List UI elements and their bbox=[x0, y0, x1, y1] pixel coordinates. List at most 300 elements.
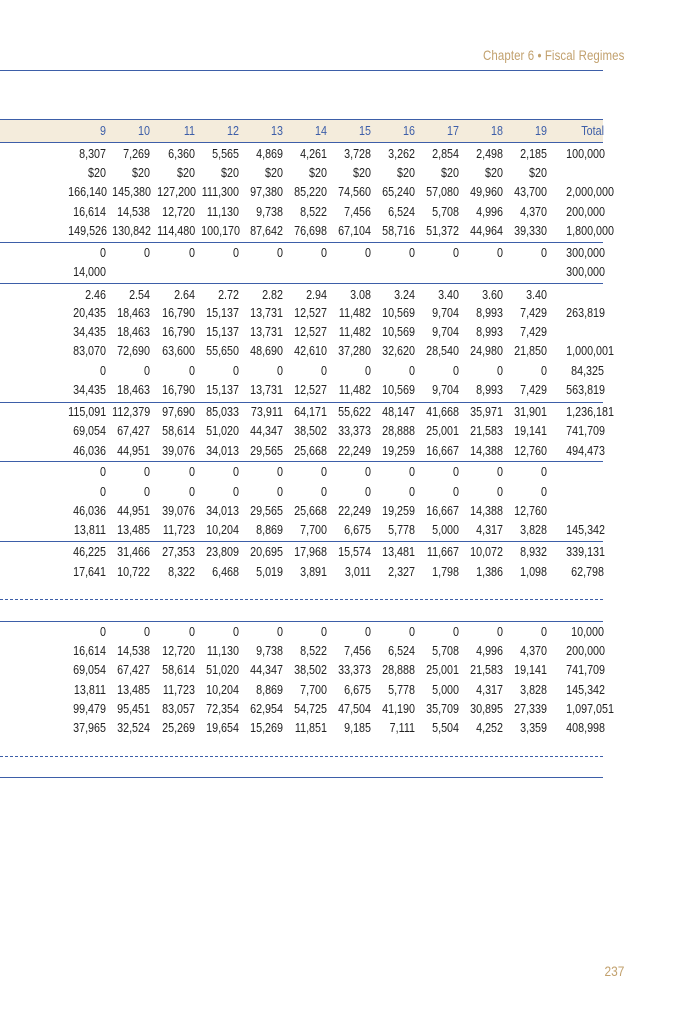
table-cell: 2,185 bbox=[520, 147, 547, 161]
table-cell: 7,456 bbox=[344, 205, 371, 219]
table-cell: 0 bbox=[189, 465, 195, 479]
table-cell: $20 bbox=[132, 166, 150, 180]
table-cell: 12,527 bbox=[294, 383, 327, 397]
table-row bbox=[0, 306, 606, 324]
table-cell: 0 bbox=[409, 485, 415, 499]
table-cell: 0 bbox=[541, 246, 547, 260]
table-cell: 3,359 bbox=[520, 721, 547, 735]
table-cell: 7,269 bbox=[123, 147, 150, 161]
table-cell: 9,704 bbox=[432, 383, 459, 397]
table-cell: 3.40 bbox=[526, 288, 547, 302]
table-cell: 35,971 bbox=[470, 405, 503, 419]
column-header: 9 bbox=[100, 124, 106, 138]
table-cell: 9,738 bbox=[256, 644, 283, 658]
table-row bbox=[0, 325, 603, 343]
table-cell: 0 bbox=[409, 364, 415, 378]
table-cell: 25,668 bbox=[294, 444, 327, 458]
table-cell: 0 bbox=[277, 364, 283, 378]
table-cell: 8,522 bbox=[300, 205, 327, 219]
table-cell: 25,001 bbox=[426, 663, 459, 677]
table-cell: 69,054 bbox=[73, 663, 106, 677]
table-cell: 7,429 bbox=[520, 325, 547, 339]
table-cell: 11,482 bbox=[338, 383, 371, 397]
table-cell: 63,600 bbox=[162, 344, 195, 358]
table-cell: 114,480 bbox=[157, 224, 196, 238]
table-cell: 19,141 bbox=[514, 663, 547, 677]
table-cell: 11,723 bbox=[162, 683, 195, 697]
table-cell: 18,463 bbox=[117, 383, 150, 397]
table-cell: 1,800,000 bbox=[566, 224, 614, 238]
table-cell: $20 bbox=[397, 166, 415, 180]
table-cell: 25,001 bbox=[426, 424, 459, 438]
table-cell: $20 bbox=[353, 166, 371, 180]
table-cell: 72,354 bbox=[206, 702, 239, 716]
table-cell: 0 bbox=[144, 465, 150, 479]
table-cell: 112,379 bbox=[112, 405, 151, 419]
column-header: 12 bbox=[227, 124, 239, 138]
table-cell: 14,538 bbox=[117, 205, 150, 219]
table-cell: 73,911 bbox=[250, 405, 283, 419]
header-bottom-rule bbox=[0, 142, 603, 143]
table-cell: 0 bbox=[541, 364, 547, 378]
table-cell: 17,641 bbox=[73, 565, 106, 579]
table-cell: 200,000 bbox=[566, 205, 606, 219]
table-cell: $20 bbox=[529, 166, 547, 180]
table-cell: 0 bbox=[144, 485, 150, 499]
table-cell: 31,901 bbox=[514, 405, 547, 419]
table-cell: 39,076 bbox=[162, 504, 195, 518]
table-cell: 3,828 bbox=[520, 523, 547, 537]
table-cell: 8,993 bbox=[476, 306, 503, 320]
table-cell: 3.60 bbox=[482, 288, 503, 302]
table-cell: 13,731 bbox=[250, 306, 283, 320]
table-cell: 0 bbox=[365, 465, 371, 479]
table-row bbox=[0, 265, 606, 283]
table-cell: 19,259 bbox=[382, 444, 415, 458]
table-cell: 0 bbox=[541, 485, 547, 499]
running-head: Chapter 6 • Fiscal Regimes bbox=[482, 47, 624, 63]
table-cell: 58,614 bbox=[162, 663, 195, 677]
table-cell: 18,463 bbox=[117, 325, 150, 339]
table-cell: 2,000,000 bbox=[566, 185, 614, 199]
table-row bbox=[0, 504, 603, 522]
table-cell: 2.82 bbox=[262, 288, 283, 302]
table-cell: 4,317 bbox=[476, 523, 503, 537]
table-cell: 62,798 bbox=[571, 565, 604, 579]
table-cell: 74,560 bbox=[338, 185, 371, 199]
table-cell: 33,373 bbox=[338, 663, 371, 677]
table-cell: 37,280 bbox=[338, 344, 371, 358]
table-row bbox=[0, 344, 614, 362]
table-cell: 20,435 bbox=[73, 306, 106, 320]
table-cell: 2.54 bbox=[129, 288, 150, 302]
section-divider bbox=[0, 461, 603, 462]
table-cell: 9,738 bbox=[256, 205, 283, 219]
table-cell: 54,725 bbox=[294, 702, 327, 716]
table-row bbox=[0, 702, 614, 720]
table-cell: 0 bbox=[277, 485, 283, 499]
table-cell: 0 bbox=[497, 465, 503, 479]
header-top-rule bbox=[0, 119, 603, 120]
table-row bbox=[0, 185, 614, 203]
table-cell: 83,057 bbox=[162, 702, 195, 716]
table-cell: 15,574 bbox=[338, 545, 371, 559]
table-cell: 741,709 bbox=[566, 663, 606, 677]
table-cell: 5,000 bbox=[432, 523, 459, 537]
table-cell: 46,036 bbox=[73, 504, 106, 518]
table-cell: 8,993 bbox=[476, 325, 503, 339]
table-cell: 11,130 bbox=[206, 644, 239, 658]
table-cell: 29,565 bbox=[250, 504, 283, 518]
table-cell: 0 bbox=[100, 465, 106, 479]
column-header: 16 bbox=[403, 124, 415, 138]
table-cell: 85,220 bbox=[294, 185, 327, 199]
table-cell: 4,869 bbox=[256, 147, 283, 161]
table-cell: 11,482 bbox=[338, 306, 371, 320]
table-bottom-rule bbox=[0, 777, 603, 778]
table-cell: 21,583 bbox=[470, 424, 503, 438]
table-cell: 15,137 bbox=[206, 325, 239, 339]
table-cell: 15,269 bbox=[250, 721, 283, 735]
table-cell: 0 bbox=[497, 485, 503, 499]
table-cell: 5,778 bbox=[388, 683, 415, 697]
table-cell: 27,339 bbox=[514, 702, 547, 716]
table-cell: 41,668 bbox=[426, 405, 459, 419]
table-cell: 0 bbox=[321, 485, 327, 499]
table-cell: 19,259 bbox=[382, 504, 415, 518]
table-cell: 0 bbox=[541, 625, 547, 639]
table-cell: 28,888 bbox=[382, 424, 415, 438]
table-cell: 28,888 bbox=[382, 663, 415, 677]
table-cell: 8,993 bbox=[476, 383, 503, 397]
table-cell: 130,842 bbox=[112, 224, 152, 238]
table-cell: 563,819 bbox=[566, 383, 606, 397]
table-cell: 5,504 bbox=[432, 721, 459, 735]
table-cell: 19,654 bbox=[206, 721, 239, 735]
table-cell: 30,895 bbox=[470, 702, 503, 716]
table-cell: 10,204 bbox=[206, 523, 239, 537]
column-header: Total bbox=[581, 124, 604, 138]
table-cell: 100,000 bbox=[566, 147, 606, 161]
table-cell: 0 bbox=[321, 625, 327, 639]
running-head-rule bbox=[0, 70, 603, 71]
table-row bbox=[0, 288, 603, 306]
table-cell: 6,675 bbox=[344, 523, 371, 537]
table-cell: 0 bbox=[453, 485, 459, 499]
page-number: 237 bbox=[604, 963, 624, 979]
table-cell: 21,583 bbox=[470, 663, 503, 677]
table-cell: 14,388 bbox=[470, 444, 503, 458]
table-cell: 127,200 bbox=[157, 185, 197, 199]
table-cell: 21,850 bbox=[514, 344, 547, 358]
table-cell: 741,709 bbox=[566, 424, 606, 438]
table-cell: 16,614 bbox=[73, 205, 106, 219]
table-cell: 8,322 bbox=[168, 565, 195, 579]
table-cell: 1,236,181 bbox=[566, 405, 614, 419]
table-cell: 85,033 bbox=[206, 405, 239, 419]
column-header: 19 bbox=[535, 124, 547, 138]
table-cell: $20 bbox=[177, 166, 195, 180]
table-cell: 0 bbox=[233, 364, 239, 378]
table-cell: 58,716 bbox=[382, 224, 415, 238]
table-cell: 0 bbox=[233, 485, 239, 499]
table-cell: 3,828 bbox=[520, 683, 547, 697]
table-cell: 0 bbox=[189, 246, 195, 260]
table-cell: 51,020 bbox=[206, 424, 239, 438]
table-cell: 13,731 bbox=[250, 325, 283, 339]
table-cell: 44,347 bbox=[250, 424, 283, 438]
table-cell: 4,252 bbox=[476, 721, 503, 735]
table-cell: 0 bbox=[321, 246, 327, 260]
column-header: 15 bbox=[359, 124, 371, 138]
table-cell: 16,790 bbox=[162, 306, 195, 320]
table-cell: 32,620 bbox=[382, 344, 415, 358]
table-cell: 29,565 bbox=[250, 444, 283, 458]
table-cell: 28,540 bbox=[426, 344, 459, 358]
section-divider bbox=[0, 621, 603, 622]
table-cell: $20 bbox=[485, 166, 503, 180]
table-cell: 95,451 bbox=[117, 702, 150, 716]
table-cell: 0 bbox=[409, 465, 415, 479]
table-row bbox=[0, 683, 606, 701]
table-cell: 0 bbox=[497, 246, 503, 260]
table-cell: 1,098 bbox=[520, 565, 547, 579]
table-cell: 0 bbox=[365, 246, 371, 260]
table-cell: 9,704 bbox=[432, 306, 459, 320]
table-cell: 0 bbox=[189, 625, 195, 639]
table-cell: 48,147 bbox=[382, 405, 415, 419]
table-cell: 12,527 bbox=[294, 325, 327, 339]
table-cell: 38,502 bbox=[294, 663, 327, 677]
table-cell: 4,370 bbox=[520, 644, 547, 658]
table-cell: 10,722 bbox=[117, 565, 150, 579]
table-cell: 67,427 bbox=[117, 663, 150, 677]
table-row bbox=[0, 565, 603, 583]
table-cell: 9,704 bbox=[432, 325, 459, 339]
section-divider bbox=[0, 283, 603, 284]
table-cell: 5,019 bbox=[256, 565, 283, 579]
table-cell: 34,013 bbox=[206, 444, 239, 458]
table-cell: 27,353 bbox=[162, 545, 195, 559]
table-cell: 97,380 bbox=[250, 185, 283, 199]
table-cell: 0 bbox=[233, 246, 239, 260]
table-cell: 166,140 bbox=[68, 185, 108, 199]
table-cell: 145,342 bbox=[566, 523, 606, 537]
table-cell: 0 bbox=[365, 625, 371, 639]
column-header: 11 bbox=[183, 124, 195, 138]
table-cell: 13,485 bbox=[117, 683, 150, 697]
table-cell: 7,456 bbox=[344, 644, 371, 658]
table-cell: 3,728 bbox=[344, 147, 371, 161]
table-cell: 14,538 bbox=[117, 644, 150, 658]
table-cell: 0 bbox=[144, 364, 150, 378]
table-cell: 14,000 bbox=[73, 265, 106, 279]
table-cell: 13,731 bbox=[250, 383, 283, 397]
table-cell: 1,000,001 bbox=[566, 344, 614, 358]
table-cell: 51,020 bbox=[206, 663, 239, 677]
table-cell: 39,330 bbox=[514, 224, 547, 238]
table-cell: 5,565 bbox=[212, 147, 239, 161]
table-cell: 2.94 bbox=[306, 288, 327, 302]
table-cell: 2,498 bbox=[476, 147, 503, 161]
table-cell: 0 bbox=[144, 625, 150, 639]
table-cell: 145,342 bbox=[566, 683, 606, 697]
table-cell: 64,171 bbox=[294, 405, 327, 419]
table-cell: 76,698 bbox=[294, 224, 327, 238]
table-cell: 0 bbox=[453, 625, 459, 639]
table-cell: 2.72 bbox=[218, 288, 239, 302]
table-cell: 51,372 bbox=[426, 224, 459, 238]
table-cell: 16,790 bbox=[162, 383, 195, 397]
table-cell: 12,720 bbox=[162, 205, 195, 219]
table-cell: 19,141 bbox=[514, 424, 547, 438]
table-cell: 11,723 bbox=[162, 523, 195, 537]
table-cell: 0 bbox=[365, 485, 371, 499]
table-cell: 22,249 bbox=[338, 504, 371, 518]
table-cell: 3.24 bbox=[394, 288, 415, 302]
table-cell: 3.08 bbox=[350, 288, 371, 302]
table-cell: 48,690 bbox=[250, 344, 283, 358]
table-cell: 1,097,051 bbox=[566, 702, 614, 716]
table-cell: 0 bbox=[189, 485, 195, 499]
table-cell: 0 bbox=[233, 465, 239, 479]
table-cell: 15,137 bbox=[206, 306, 239, 320]
table-cell: 65,240 bbox=[382, 185, 415, 199]
table-cell: 12,527 bbox=[294, 306, 327, 320]
table-row bbox=[0, 424, 606, 442]
table-row bbox=[0, 147, 606, 165]
table-cell: 0 bbox=[277, 246, 283, 260]
table-header-row bbox=[0, 124, 603, 142]
section-divider bbox=[0, 242, 603, 243]
table-cell: 10,569 bbox=[382, 306, 415, 320]
table-cell: 12,760 bbox=[514, 504, 547, 518]
table-cell: 83,070 bbox=[73, 344, 106, 358]
table-cell: 0 bbox=[541, 465, 547, 479]
table-cell: 300,000 bbox=[566, 265, 606, 279]
table-cell: 67,104 bbox=[338, 224, 371, 238]
table-cell: 13,481 bbox=[382, 545, 415, 559]
table-cell: 300,000 bbox=[566, 246, 606, 260]
table-cell: 3,891 bbox=[300, 565, 327, 579]
table-cell: 0 bbox=[144, 246, 150, 260]
table-row bbox=[0, 205, 606, 223]
table-cell: 0 bbox=[189, 364, 195, 378]
table-cell: 16,614 bbox=[73, 644, 106, 658]
table-cell: 6,360 bbox=[168, 147, 195, 161]
table-cell: 37,965 bbox=[73, 721, 106, 735]
table-cell: 145,380 bbox=[112, 185, 152, 199]
table-cell: 0 bbox=[100, 364, 106, 378]
table-cell: 4,317 bbox=[476, 683, 503, 697]
table-cell: 8,869 bbox=[256, 523, 283, 537]
table-cell: 149,526 bbox=[68, 224, 108, 238]
table-cell: $20 bbox=[265, 166, 283, 180]
table-cell: 0 bbox=[277, 625, 283, 639]
table-row bbox=[0, 644, 606, 662]
table-cell: 38,502 bbox=[294, 424, 327, 438]
table-cell: 2,327 bbox=[388, 565, 415, 579]
table-cell: 44,964 bbox=[470, 224, 503, 238]
column-header: 14 bbox=[315, 124, 327, 138]
table-cell: 14,388 bbox=[470, 504, 503, 518]
table-cell: 4,996 bbox=[476, 205, 503, 219]
table-cell: 18,463 bbox=[117, 306, 150, 320]
table-cell: 8,522 bbox=[300, 644, 327, 658]
table-cell: 0 bbox=[497, 364, 503, 378]
table-cell: 16,667 bbox=[426, 444, 459, 458]
table-cell: 0 bbox=[100, 246, 106, 260]
table-cell: 2.64 bbox=[174, 288, 195, 302]
table-cell: 16,790 bbox=[162, 325, 195, 339]
table-cell: 13,485 bbox=[117, 523, 150, 537]
table-row bbox=[0, 625, 603, 643]
table-cell: $20 bbox=[221, 166, 239, 180]
table-row bbox=[0, 224, 614, 242]
column-header: 17 bbox=[447, 124, 459, 138]
table-cell: 84,325 bbox=[571, 364, 604, 378]
table-cell: 10,000 bbox=[571, 625, 604, 639]
table-cell: 6,524 bbox=[388, 205, 415, 219]
table-cell: 3,011 bbox=[344, 565, 371, 579]
table-cell: 7,111 bbox=[389, 721, 415, 735]
table-row bbox=[0, 364, 603, 382]
table-cell: 6,524 bbox=[388, 644, 415, 658]
table-cell: $20 bbox=[441, 166, 459, 180]
table-cell: 25,269 bbox=[162, 721, 195, 735]
column-header: 18 bbox=[491, 124, 503, 138]
table-cell: 0 bbox=[365, 364, 371, 378]
table-cell: 0 bbox=[321, 364, 327, 378]
table-cell: 0 bbox=[233, 625, 239, 639]
table-cell: 67,427 bbox=[117, 424, 150, 438]
table-cell: 100,170 bbox=[201, 224, 241, 238]
table-cell: 0 bbox=[453, 364, 459, 378]
table-cell: 0 bbox=[321, 465, 327, 479]
table-cell: 99,479 bbox=[73, 702, 106, 716]
table-cell: 69,054 bbox=[73, 424, 106, 438]
table-cell: 1,798 bbox=[432, 565, 459, 579]
table-cell: 7,429 bbox=[520, 383, 547, 397]
table-cell: 12,760 bbox=[514, 444, 547, 458]
table-cell: 11,130 bbox=[206, 205, 239, 219]
table-cell: 23,809 bbox=[206, 545, 239, 559]
table-cell: 0 bbox=[453, 465, 459, 479]
table-cell: 72,690 bbox=[117, 344, 150, 358]
table-cell: 46,225 bbox=[73, 545, 106, 559]
table-cell: 5,000 bbox=[432, 683, 459, 697]
table-cell: 11,851 bbox=[294, 721, 327, 735]
table-cell: 7,429 bbox=[520, 306, 547, 320]
table-cell: 9,185 bbox=[344, 721, 371, 735]
table-cell: 57,080 bbox=[426, 185, 459, 199]
table-cell: 4,996 bbox=[476, 644, 503, 658]
table-row bbox=[0, 663, 606, 681]
table-cell: 22,249 bbox=[338, 444, 371, 458]
table-cell: 44,951 bbox=[117, 444, 150, 458]
table-cell: 5,778 bbox=[388, 523, 415, 537]
table-row bbox=[0, 405, 614, 423]
table-cell: $20 bbox=[88, 166, 106, 180]
table-cell: 2.46 bbox=[85, 288, 106, 302]
table-cell: 0 bbox=[100, 485, 106, 499]
table-cell: 5,708 bbox=[432, 205, 459, 219]
table-cell: 34,013 bbox=[206, 504, 239, 518]
table-cell: 87,642 bbox=[250, 224, 283, 238]
table-cell: 3,262 bbox=[388, 147, 415, 161]
table-row bbox=[0, 383, 606, 401]
table-row bbox=[0, 523, 606, 541]
